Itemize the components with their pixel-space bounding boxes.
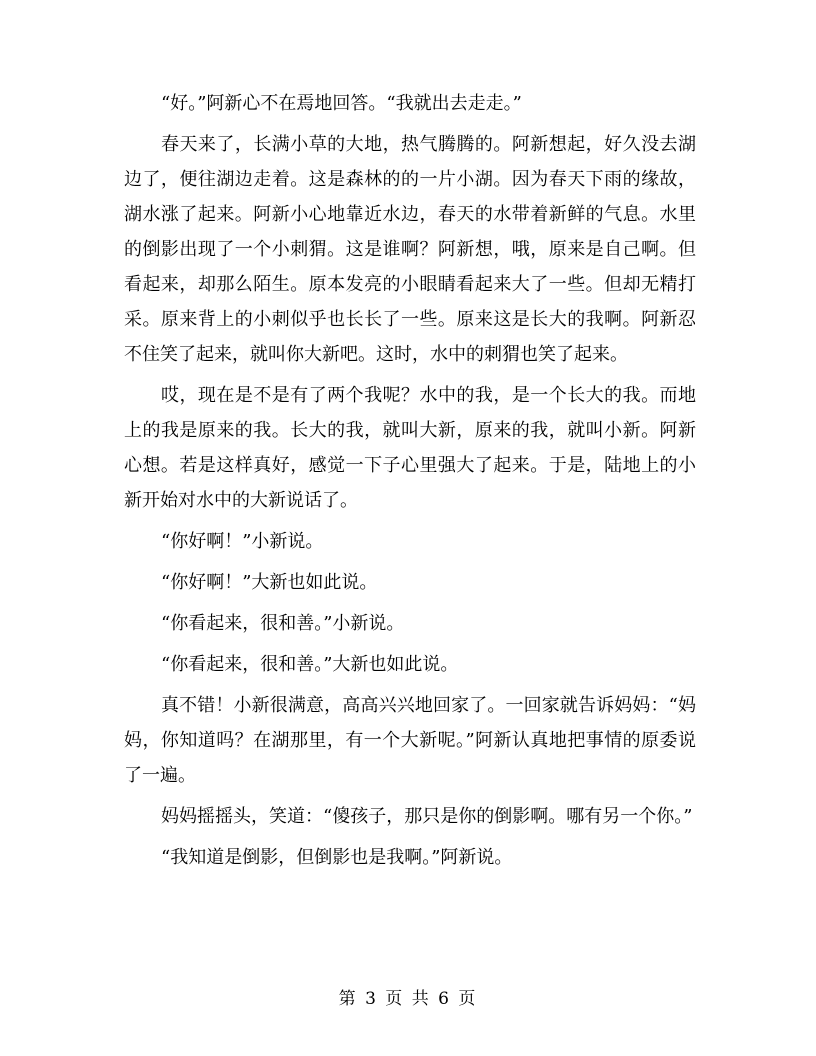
paragraph: “你看起来，很和善。”大新也如此说。 [161, 654, 459, 675]
paragraph: “你看起来，很和善。”小新说。 [161, 613, 405, 634]
paragraph: 妈妈摇摇头，笑道：“傻孩子，那只是你的倒影啊。哪有另一个你。” [161, 806, 693, 827]
paragraph: 真不错！小新很满意，高高兴兴地回家了。一回家就告诉妈妈：“妈妈，你知道吗？在湖那里，有一个大新呢。”阿新认真地把事情的原委说了一遍。 [124, 695, 696, 786]
paragraph: “我知道是倒影，但倒影也是我啊。”阿新说。 [161, 847, 513, 868]
document-body [124, 86, 696, 881]
paragraph: 春天来了，长满小草的大地，热气腾腾的。阿新想起，好久没去湖边了，便往湖边走着。这是森林的的一片小湖。因为春天下雨的缘故，湖水涨了起来。阿新小心地靠近水边，春天的水带着新鲜的气息。水里的倒影出现了一个小刺猬。这是谁啊？阿新想，哦，原来是自己啊。但看起来，却那么陌生。原本发亮的小眼睛看起来大了一些。但却无精打采。原来背上的小刺似乎也长长了一些。原来这是长大的我啊。阿新忍不住笑了起来，就叫你大新吧。这时，水中的刺猬也笑了起来。 [124, 134, 696, 365]
paragraph: “好。”阿新心不在焉地回答。“我就出去走走。” [161, 93, 522, 114]
paragraph: 哎，现在是不是有了两个我呢？水中的我，是一个长大的我。而地上的我是原来的我。长大的我，就叫大新，原来的我，就叫小新。阿新心想。若是这样真好，感觉一下子心里强大了起来。于是，陆地上的小新开始对水中的大新说话了。 [124, 385, 696, 511]
paragraph: “你好啊！”大新也如此说。 [161, 572, 378, 593]
page-number-footer: 第 3 页 共 6 页 [338, 989, 478, 1009]
paragraph: “你好啊！”小新说。 [161, 531, 324, 552]
